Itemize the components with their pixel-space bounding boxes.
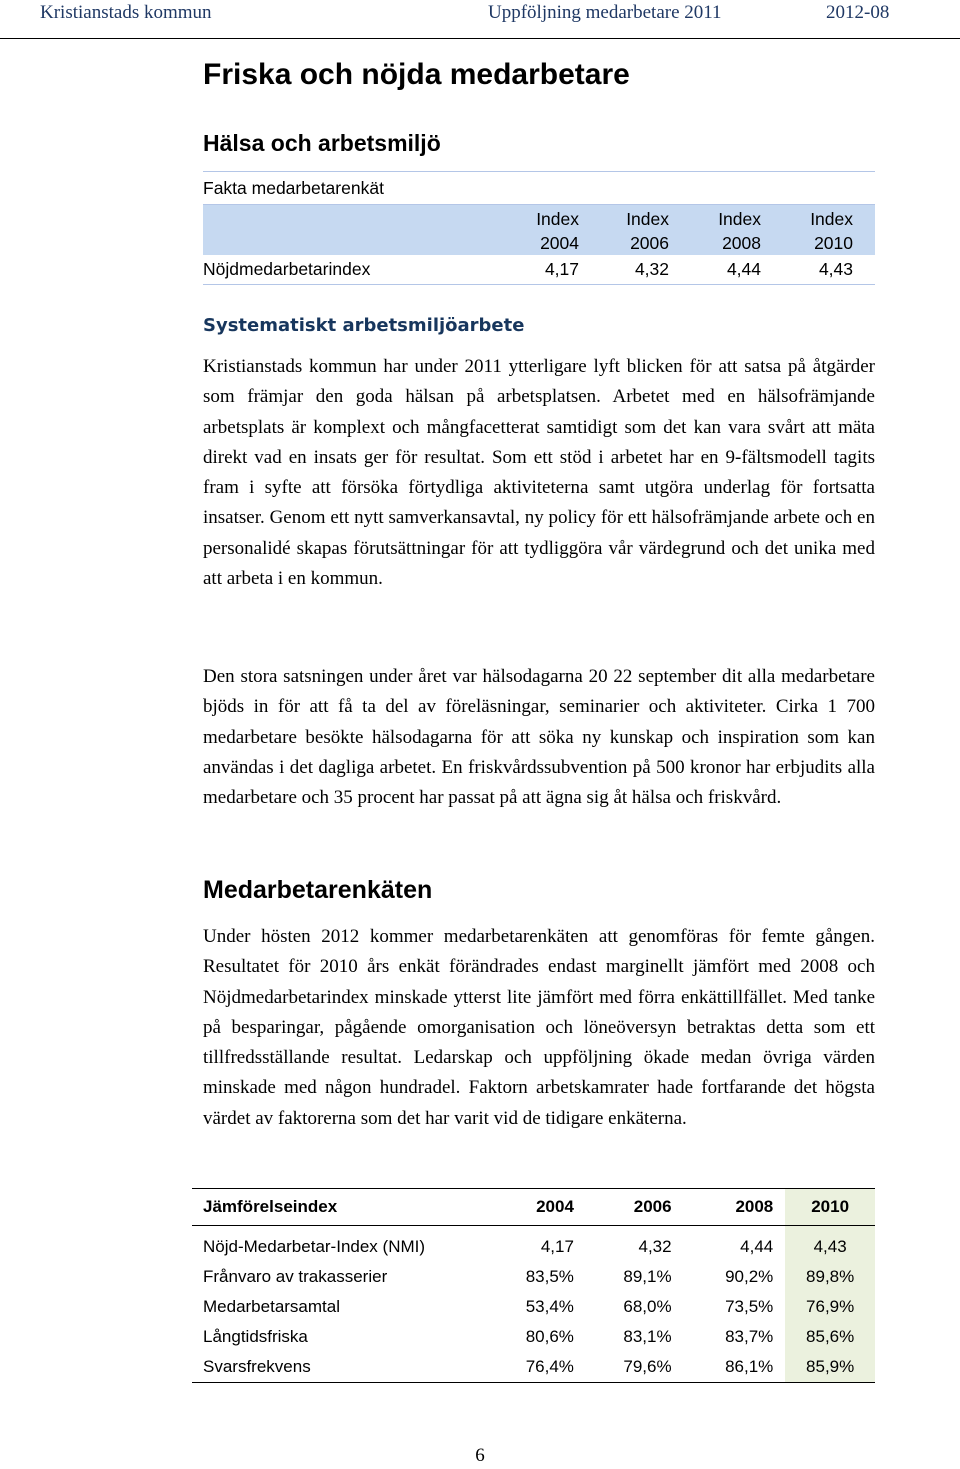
table-row [192, 1292, 875, 1322]
table-row [192, 1352, 875, 1383]
fact-table-header [203, 205, 875, 255]
section-heading: Hälsa och arbetsmiljö [203, 130, 441, 156]
table-cell: 90,2% [725, 1267, 774, 1286]
table-cell: 68,0% [623, 1297, 672, 1316]
page-title: Friska och nöjda medarbetare [203, 58, 630, 91]
fact-value: 4,17 [544, 259, 579, 279]
page-number: 6 [475, 1445, 485, 1466]
table-cell: 89,8% [785, 1262, 875, 1292]
header-document-title: Uppföljning medarbetare 2011 [488, 2, 722, 23]
table-row [192, 1262, 875, 1292]
fact-column-year: 2004 [540, 233, 579, 253]
row-label: Medarbetarsamtal [203, 1297, 341, 1316]
column-header: 2008 [684, 1189, 786, 1226]
heading-employee-survey: Medarbetarenkäten [203, 876, 433, 904]
row-label: Svarsfrekvens [192, 1352, 484, 1383]
table-cell: 83,7% [725, 1327, 774, 1346]
paragraph-health-days: Den stora satsningen under året var hälsodagarna 20 22 september dit alla medarbetare bjöds in för att få ta del av föreläsningar, seminarier och aktiviteter. Cirka 1 700 medarbetare besökte hälsodagarna för att söka ny kunskap och inspiration som kan användas i det dagliga arbetet. En friskvårdssubvention på 500 kronor har erbjudits alla medarbetare och 35 procent har passat på att ägna sig åt hälsa och friskvård. [203, 666, 875, 809]
table-cell: 73,5% [725, 1297, 774, 1316]
table-cell: 76,9% [785, 1292, 875, 1322]
fact-value: 4,43 [818, 259, 853, 279]
fact-table-row [203, 255, 875, 285]
fact-column-label: Index [626, 209, 669, 229]
fact-column-label: Index [810, 209, 853, 229]
paragraph-employee-survey: Under hösten 2012 kommer medarbetarenkäten att genomföras för femte gången. Resultatet för 2010 års enkät förändrades endast marginellt jämfört med 2008 och Nöjdmedarbetarindex minskade ytterst lite jämfört med förra enkättillfället. Med tanke på besparingar, pågående omorganisation och löneöversyn betraktas detta som ett tillfredsställande resultat. Ledarskap och uppföljning ökade medan övriga värden minskade med någon hundradel. Faktorn arbetskamrater hade fortfarande det högsta värdet av faktorerna som det har varit vid de tidigare enkäterna. [203, 926, 875, 1129]
table-row [192, 1226, 875, 1263]
fact-column-year: 2006 [630, 233, 669, 253]
table-cell: 4,44 [740, 1237, 774, 1256]
fact-column-header [499, 207, 579, 255]
fact-value: 4,44 [726, 259, 761, 279]
row-label: Långtidsfriska [203, 1327, 308, 1346]
table-cell: 89,1% [623, 1267, 672, 1286]
running-header [0, 0, 960, 39]
table-cell: 86,1% [684, 1352, 786, 1383]
column-header: Jämförelseindex [192, 1189, 484, 1226]
fact-column-label: Index [718, 209, 761, 229]
paragraph-systematic-work: Kristianstads kommun har under 2011 ytterligare lyft blicken för att satsa på åtgärder som främjar den goda hälsan på arbetsplatsen. Arbetet med en hälsofrämjande arbetsplats är komplext och mångfacetterat samtidigt som det kan vara svårt att mäta direkt vad en insats ger för resultat. Som ett stöd i arbetet har en 9-fältsmodell tagits fram i syfte att försöka förtydliga aktiviteterna samt utgöra underlag för fortsatta insatser. Genom ett nytt samverkansavtal, ny policy för ett hälsofrämjande arbete och en personalidé skapas förutsättningar för att tydliggöra vår värdegrund och det unika med att arbeta i en kommun. [203, 356, 875, 590]
header-organization: Kristianstads kommun [40, 2, 212, 23]
fact-column-label: Index [536, 209, 579, 229]
subheading-systematic-work: Systematiskt arbetsmiljöarbete [203, 315, 525, 336]
fact-column-year: 2010 [814, 233, 853, 253]
column-header: 2010 [785, 1189, 875, 1226]
table-cell: 53,4% [525, 1297, 574, 1316]
column-header: 2006 [582, 1189, 684, 1226]
table-cell: 76,4% [484, 1352, 582, 1383]
table-cell: 4,17 [540, 1237, 574, 1256]
header-date: 2012-08 [826, 2, 890, 23]
table-cell: 4,32 [638, 1237, 672, 1256]
table-cell: 83,5% [525, 1267, 574, 1286]
fact-column-header [589, 207, 669, 255]
fact-table-caption: Fakta medarbetarenkät [203, 171, 875, 205]
table-cell: 79,6% [582, 1352, 684, 1383]
row-label: Frånvaro av trakasserier [203, 1267, 388, 1286]
column-header: 2004 [484, 1189, 582, 1226]
table-row [192, 1322, 875, 1352]
table-cell: 80,6% [525, 1327, 574, 1346]
fact-column-header [681, 207, 761, 255]
table-cell: 4,43 [785, 1226, 875, 1263]
fact-table [203, 171, 875, 285]
comparison-table [192, 1188, 875, 1383]
fact-column-year: 2008 [722, 233, 761, 253]
fact-column-header [773, 207, 853, 255]
fact-row-label: Nöjdmedarbetarindex [203, 259, 371, 279]
table-cell: 85,6% [785, 1322, 875, 1352]
comparison-table-header [192, 1189, 875, 1226]
row-label: Nöjd-Medarbetar-Index (NMI) [203, 1237, 426, 1256]
table-cell: 83,1% [623, 1327, 672, 1346]
table-cell: 85,9% [785, 1352, 875, 1383]
fact-value: 4,32 [634, 259, 669, 279]
